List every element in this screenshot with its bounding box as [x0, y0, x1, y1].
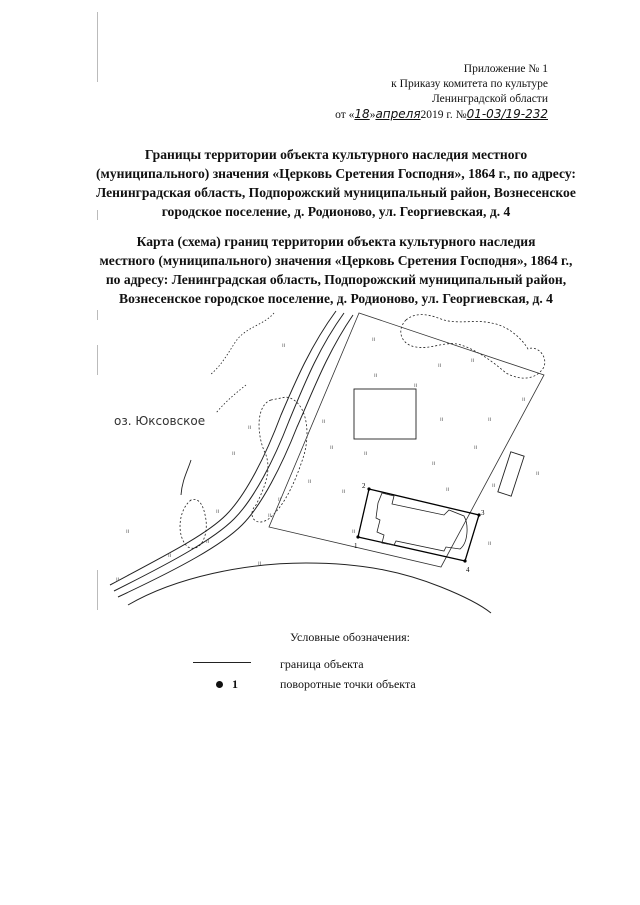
svg-text:ıı: ıı: [372, 337, 376, 343]
svg-text:ıı: ıı: [492, 483, 496, 489]
svg-text:ıı: ıı: [438, 363, 442, 369]
map-title-line: Карта (схема) границ территории объекта культурного наследия: [136, 234, 536, 249]
lake-shore: [181, 460, 191, 495]
map-title-line: местного (муниципального) значения «Церковь Сретения Господня», 1864 г.,: [99, 253, 573, 268]
vegetation-edge: [210, 313, 274, 375]
building-outline: [498, 452, 524, 496]
appendix-line-3: Ленинградской области: [431, 93, 548, 105]
map-title-line: по адресу: Ленинградская область, Подпорожский муниципальный район,: [105, 272, 567, 287]
map-title-line: Вознесенское городское поселение, д. Родионово, ул. Георгиевская, д. 4: [119, 291, 553, 306]
svg-text:ıı: ıı: [330, 445, 334, 451]
road-line: [114, 313, 344, 591]
vegetation-edge: [216, 385, 246, 413]
tree-outline: [180, 499, 206, 548]
svg-text:ıı: ıı: [471, 358, 475, 364]
svg-text:ıı: ıı: [522, 397, 526, 403]
turning-point: [463, 559, 466, 562]
title-line: городское поселение, д. Родионово, ул. Георгиевская, д. 4: [161, 204, 511, 219]
svg-text:ıı: ıı: [446, 487, 450, 493]
title-line: (муниципального) значения «Церковь Сретения Господня», 1864 г., по адресу:: [96, 166, 576, 181]
date-mid: »: [369, 109, 376, 121]
point-label-1: 1: [354, 542, 358, 550]
point-symbol-number: 1: [232, 677, 238, 691]
lake-label: оз. Юксовское: [114, 414, 206, 428]
date-year: 2019 г. №: [420, 109, 467, 121]
svg-text:ıı: ıı: [414, 383, 418, 389]
svg-text:ıı: ıı: [364, 451, 368, 457]
svg-text:ıı: ıı: [440, 417, 444, 423]
svg-text:ıı: ıı: [268, 513, 272, 519]
svg-text:ıı: ıı: [432, 461, 436, 467]
svg-text:ıı: ıı: [126, 529, 130, 535]
svg-text:ıı: ıı: [374, 373, 378, 379]
svg-text:ıı: ıı: [248, 425, 252, 431]
point-label-4: 4: [466, 566, 470, 574]
boundary-legend-label: граница объекта: [280, 657, 364, 671]
svg-text:ıı: ıı: [536, 471, 540, 477]
date-month: апреля: [375, 107, 421, 121]
turning-point: [367, 487, 370, 490]
svg-text:ıı: ıı: [488, 417, 492, 423]
appendix-line-1: Приложение № 1: [463, 63, 548, 75]
margin-mark: [97, 12, 98, 82]
point-label-3: 3: [481, 509, 485, 517]
svg-text:ıı: ıı: [258, 561, 262, 567]
road-line: [118, 315, 353, 597]
tree-outline: [252, 397, 307, 522]
boundary-line-symbol: [193, 662, 251, 663]
document-title: [84, 145, 588, 221]
svg-text:ıı: ıı: [232, 451, 236, 457]
points-legend-label: поворотные точки объекта: [280, 677, 416, 691]
building-outline: [354, 389, 416, 439]
svg-text:ıı: ıı: [282, 343, 286, 349]
appendix-date-line: [308, 107, 548, 123]
date-prefix: от «: [335, 109, 355, 121]
vegetation-markers: [116, 337, 540, 583]
svg-text:ıı: ıı: [488, 541, 492, 547]
date-day: 18: [354, 107, 370, 121]
appendix-line-2: к Приказу комитета по культуре: [391, 78, 548, 90]
point-symbol-dot: [216, 681, 223, 688]
legend-title: Условные обозначения:: [290, 630, 411, 644]
svg-text:ıı: ıı: [474, 445, 478, 451]
road-line: [128, 563, 491, 613]
svg-text:ıı: ıı: [308, 479, 312, 485]
tree-outline: [401, 315, 545, 378]
boundary-map: [96, 305, 566, 615]
svg-text:ıı: ıı: [206, 539, 210, 545]
map-title: [84, 232, 588, 308]
svg-text:ıı: ıı: [216, 509, 220, 515]
svg-text:ıı: ıı: [278, 497, 282, 503]
svg-text:ıı: ıı: [168, 553, 172, 559]
title-line: Ленинградская область, Подпорожский муниципальный район, Вознесенское: [96, 185, 576, 200]
svg-text:ıı: ıı: [322, 419, 326, 425]
order-number: 01-03/19-232: [466, 107, 548, 121]
title-line: Границы территории объекта культурного наследия местного: [144, 147, 528, 162]
appendix-block: [308, 62, 548, 123]
turning-point: [356, 535, 359, 538]
point-label-2: 2: [362, 482, 366, 490]
object-boundary: [358, 489, 479, 561]
svg-text:ıı: ıı: [352, 529, 356, 535]
svg-text:ıı: ıı: [342, 489, 346, 495]
svg-text:ıı: ıı: [116, 577, 120, 583]
